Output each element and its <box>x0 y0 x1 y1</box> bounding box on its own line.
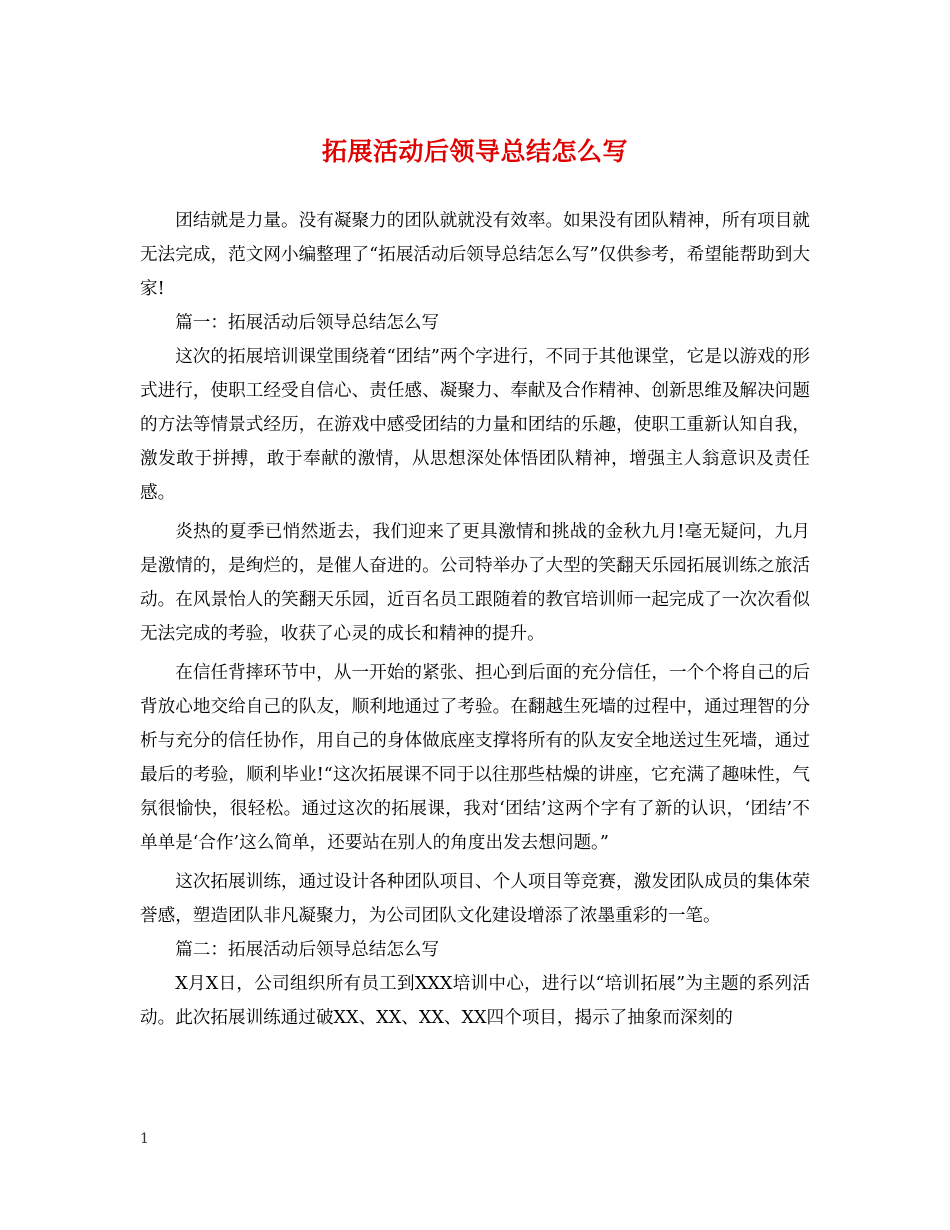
page-number: 1 <box>140 1131 149 1147</box>
document-title: 拓展活动后领导总结怎么写 <box>321 137 628 166</box>
paragraph: 炎热的夏季已悄然逝去，我们迎来了更具激情和挑战的金秋九月!毫无疑问，九月是激情的，是绚烂的，是催人奋进的。公司特举办了大型的笑翻天乐园拓展训练之旅活动。在风景怡人的笑翻天乐园，近百名员工跟随着的教官培训师一起完成了一次次看似无法完成的考验，收获了心灵的成长和精神的提升。 <box>140 522 810 644</box>
paragraph: 在信任背摔环节中，从一开始的紧张、担心到后面的充分信任，一个个将自己的后背放心地交给自己的队友，顺利地通过了考验。在翻越生死墙的过程中，通过理智的分析与充分的信任协作，用自己的身体做底座支撑将所有的队友安全地送过生死墙，通过最后的考验，顺利毕业!“这次拓展课不同于以往那些枯燥的讲座，它充满了趣味性，气氛很愉快，很轻松。通过这次的拓展课，我对‘团结’这两个字有了新的认识，‘团结’不单单是‘合作’这么简单，还要站在别人的角度出发去想问题。” <box>140 663 810 853</box>
document-body <box>140 204 810 1035</box>
paragraph: 这次拓展训练，通过设计各种团队项目、个人项目等竞赛，激发团队成员的集体荣誉感，塑造团队非凡凝聚力，为公司团队文化建设增添了浓墨重彩的一笔。 <box>140 872 810 926</box>
paragraph: X月X日，公司组织所有员工到XXX培训中心，进行以“培训拓展”为主题的系列活动。此次拓展训练通过破XX、XX、XX、XX四个项目，揭示了抽象而深刻的 <box>140 974 810 1028</box>
section-heading-1: 篇一：拓展活动后领导总结怎么写 <box>175 313 440 333</box>
paragraph-intro: 团结就是力量。没有凝聚力的团队就就没有效率。如果没有团队精神，所有项目就无法完成，范文网小编整理了“拓展活动后领导总结怎么写”仅供参考，希望能帮助到大家! <box>140 211 810 299</box>
section-heading-2: 篇二：拓展活动后领导总结怎么写 <box>175 940 440 960</box>
paragraph: 这次的拓展培训课堂围绕着“团结”两个字进行，不同于其他课堂，它是以游戏的形式进行，使职工经受自信心、责任感、凝聚力、奉献及合作精神、创新思维及解决问题的方法等情景式经历，在游戏中感受团结的力量和团结的乐趣，使职工重新认知自我，激发敢于拼搏，敢于奉献的激情，从思想深处体悟团队精神，增强主人翁意识及责任感。 <box>140 347 810 503</box>
